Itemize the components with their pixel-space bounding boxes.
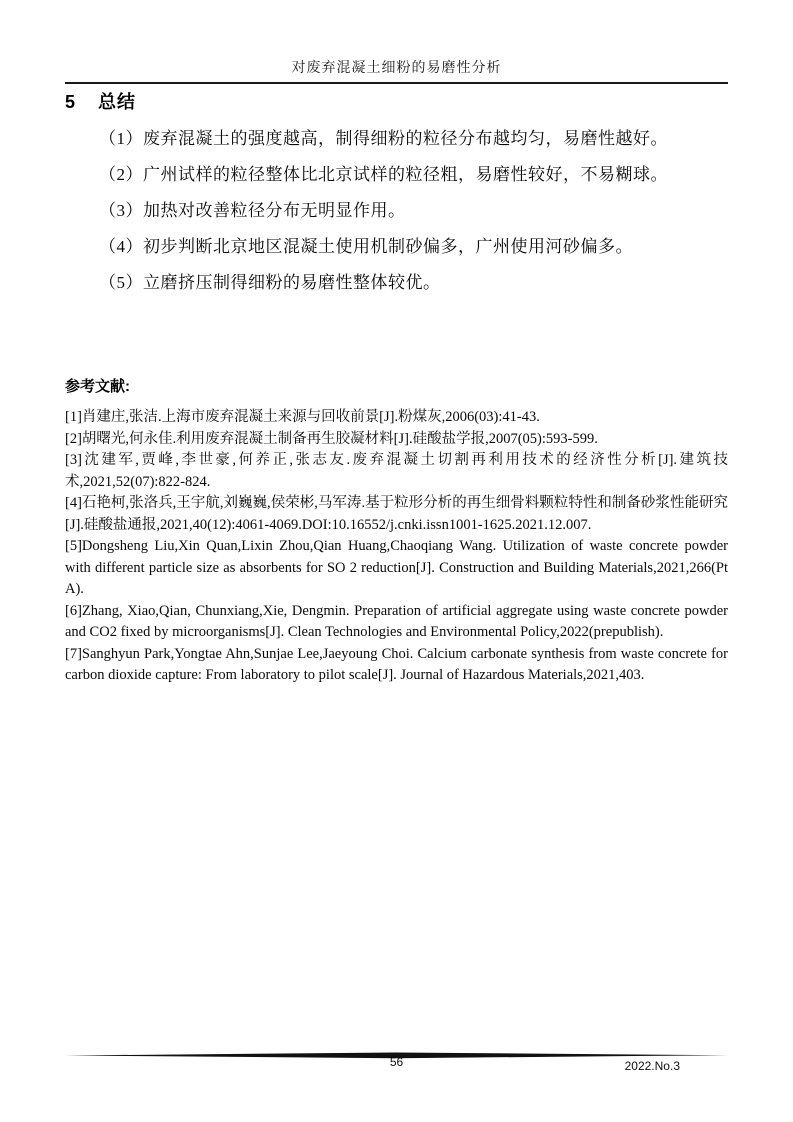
- reference-item-4: [4]石艳柯,张洛兵,王宇航,刘巍巍,侯荣彬,马军涛.基于粒形分析的再生细骨料颗粒特性和制备砂浆性能研究[J].硅酸盐通报,2021,40(12):4061-4069.DOI:10.16552/j.cnki.issn1001-1625.2021.12.007.: [65, 495, 728, 533]
- footer-rule: [65, 1046, 728, 1053]
- conclusion-item-3: （3）加热对改善粒径分布无明显作用。: [99, 201, 406, 220]
- conclusion-list: [65, 129, 728, 293]
- reference-item-7: [7]Sanghyun Park,Yongtae Ahn,Sunjae Lee,Jaeyoung Choi. Calcium carbonate synthesis from waste concrete for carbon dioxide capture: From laboratory to pilot scale[J]. Journal of Hazardous Materials,2021,403.: [65, 645, 728, 683]
- conclusion-item-5: （5）立磨挤压制得细粉的易磨性整体较优。: [99, 273, 441, 292]
- running-header-title: 对废弃混凝土细粉的易磨性分析: [291, 61, 502, 76]
- reference-item-6: [6]Zhang, Xiao,Qian, Chunxiang,Xie, Dengmin. Preparation of artificial aggregate using waste concrete powder and CO2 fixed by microorganisms[J]. Clean Technologies and Environmental Policy,2022(prepublish).: [65, 602, 728, 640]
- conclusion-item-1: （1）废弃混凝土的强度越高，制得细粉的粒径分布越均匀，易磨性越好。: [99, 129, 668, 148]
- references-heading: 参考文献:: [65, 378, 130, 395]
- references-section: [65, 309, 728, 687]
- reference-item-1: [1]肖建庄,张洁.上海市废弃混凝土来源与回收前景[J].粉煤灰,2006(03):41-43.: [65, 409, 540, 425]
- conclusion-item-4: （4）初步判断北京地区混凝土使用机制砂偏多，广州使用河砂偏多。: [99, 237, 633, 256]
- header-rule: [65, 82, 728, 84]
- references-list: [65, 407, 728, 687]
- page-content: [65, 0, 728, 687]
- reference-item-5: [5]Dongsheng Liu,Xin Quan,Lixin Zhou,Qian Huang,Chaoqiang Wang. Utilization of waste concrete powder with different particle size as absorbents for SO 2 reduction[J]. Construction and Building Materials,2021,266(Pt A).: [65, 538, 728, 597]
- footer-issue-label: 2022.No.3: [624, 1059, 680, 1073]
- section-number: 5: [65, 92, 76, 112]
- section-title: 总结: [98, 92, 137, 112]
- conclusion-item-2: （2）广州试样的粒径整体比北京试样的粒径粗，易磨性较好，不易糊球。: [99, 165, 668, 184]
- section-heading: [65, 92, 728, 113]
- footer-page-number: 56: [389, 1055, 404, 1069]
- reference-item-3: [3]沈建军,贾峰,李世豪,何养正,张志友.废弃混凝土切割再利用技术的经济性分析[J].建筑技术,2021,52(07):822-824.: [65, 452, 728, 490]
- reference-item-2: [2]胡曙光,何永佳.利用废弃混凝土制备再生胶凝材料[J].硅酸盐学报,2007(05):593-599.: [65, 430, 598, 447]
